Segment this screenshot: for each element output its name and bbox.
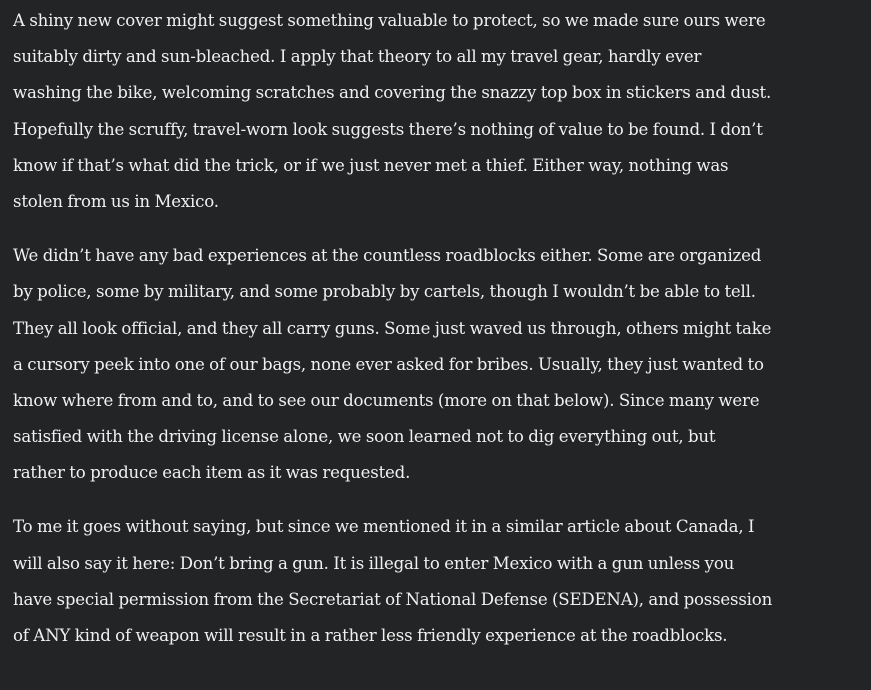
text-line: stolen from us in Mexico.	[13, 191, 219, 211]
text-line: rather to produce each item as it was requested.	[13, 463, 411, 483]
text-line: washing the bike, welcoming scratches and covering the snazzy top box in stickers and dust.	[13, 83, 772, 103]
text-line: will also say it here: Don’t bring a gun. It is illegal to enter Mexico with a gun unless you	[13, 553, 735, 573]
text-line: They all look official, and they all carry guns. Some just waved us through, others might take	[13, 318, 772, 338]
text-line: have special permission from the Secretariat of National Defense (SEDENA), and possession	[13, 589, 773, 609]
text-line: suitably dirty and sun-bleached. I apply that theory to all my travel gear, hardly ever	[13, 47, 702, 67]
text-line: We didn’t have any bad experiences at the countless roadblocks either. Some are organized	[13, 246, 762, 266]
text-line: know if that’s what did the trick, or if we just never met a thief. Either way, nothing was	[13, 155, 729, 175]
text-line: of ANY kind of weapon will result in a rather less friendly experience at the roadblocks.	[13, 626, 728, 645]
text-line: A shiny new cover might suggest something valuable to protect, so we made sure ours were	[13, 11, 766, 30]
text-line: a cursory peek into one of our bags, none ever asked for bribes. Usually, they just wanted to	[13, 354, 764, 374]
text-line: by police, some by military, and some probably by cartels, though I wouldn’t be able to tell.	[13, 282, 756, 302]
paragraph-theft	[13, 3, 871, 220]
text-line: To me it goes without saying, but since we mentioned it in a similar article about Canada, I	[13, 517, 755, 537]
text-line: know where from and to, and to see our documents (more on that below). Since many were	[13, 390, 760, 410]
text-line: satisfied with the driving license alone, we soon learned not to dig everything out, but	[13, 427, 716, 447]
paragraph-guns	[13, 509, 871, 654]
text-line: Hopefully the scruffy, travel-worn look suggests there’s nothing of value to be found. I don’t	[13, 119, 763, 139]
paragraph-roadblocks	[13, 238, 871, 491]
